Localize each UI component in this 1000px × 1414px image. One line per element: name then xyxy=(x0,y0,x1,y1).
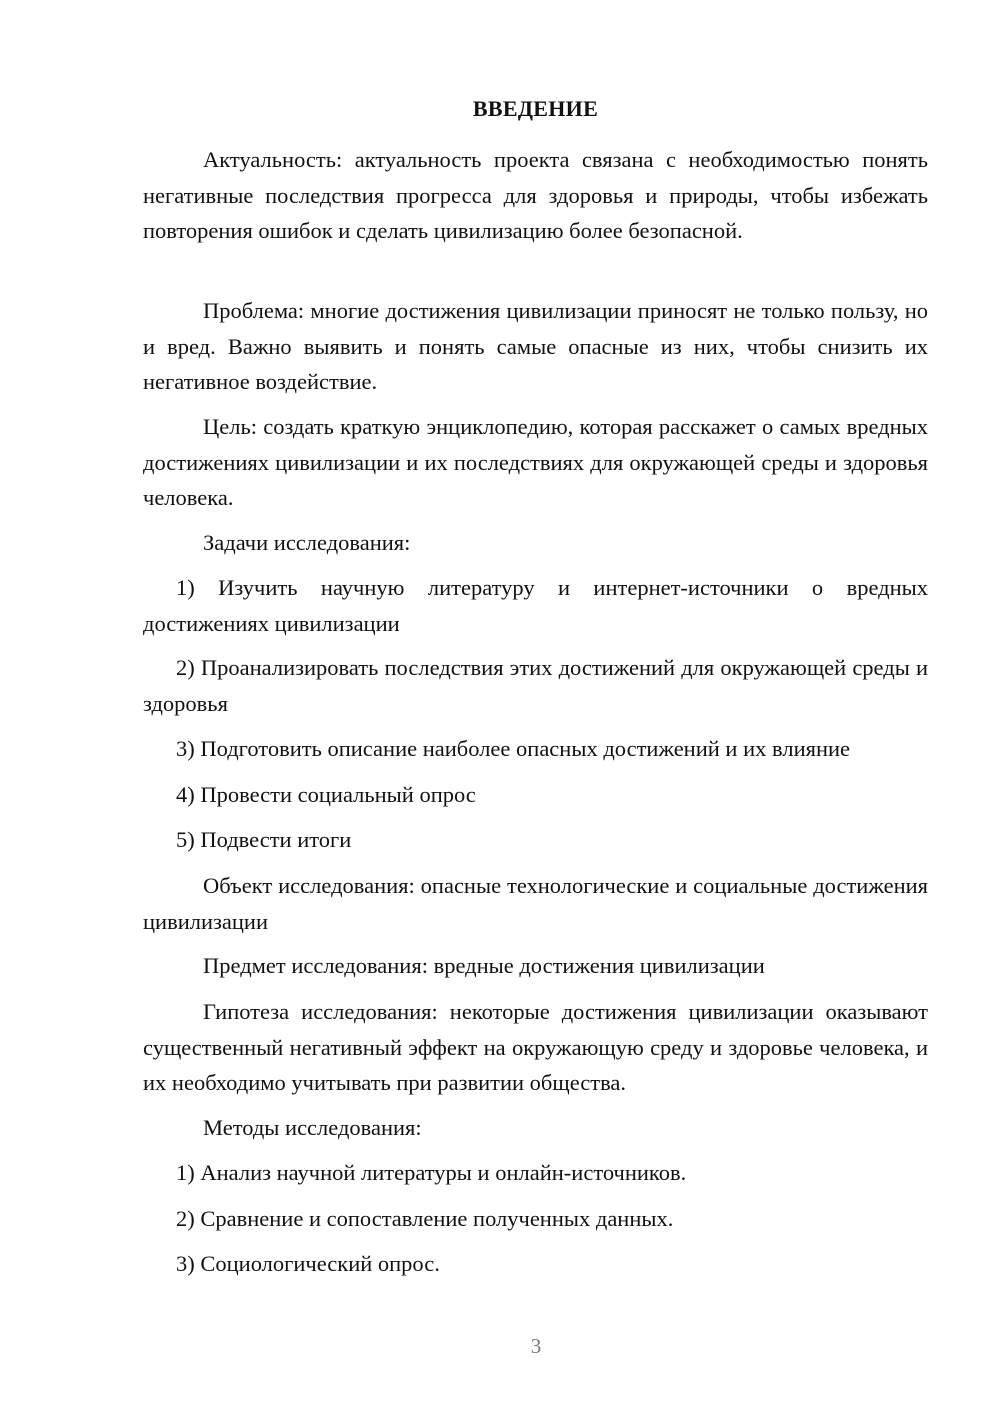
tasks-heading: Задачи исследования: xyxy=(203,530,411,555)
task-item-1: 1) Изучить научную литературу и интернет-источники о вредных достижениях цивилизации xyxy=(143,575,928,636)
method-item-1: 1) Анализ научной литературы и онлайн-источников. xyxy=(176,1160,687,1185)
goal-paragraph: Цель: создать краткую энциклопедию, которая расскажет о самых вредных достижениях цивилизации и их последствиях для окружающей среды и здоровья человека. xyxy=(143,414,928,510)
page-title: ВВЕДЕНИЕ xyxy=(472,96,599,121)
task-item-4: 4) Провести социальный опрос xyxy=(176,782,476,807)
method-item-3: 3) Социологический опрос. xyxy=(176,1251,440,1276)
problem-paragraph: Проблема: многие достижения цивилизации приносят не только пользу, но и вред. Важно выявить и понять самые опасные из них, чтобы снизить их негативное воздействие. xyxy=(143,298,928,394)
task-item-2: 2) Проанализировать последствия этих достижений для окружающей среды и здоровья xyxy=(143,655,928,716)
methods-heading: Методы исследования: xyxy=(203,1115,422,1140)
subject-paragraph: Предмет исследования: вредные достижения цивилизации xyxy=(203,953,765,978)
page-number: 3 xyxy=(530,1334,542,1358)
hypothesis-paragraph: Гипотеза исследования: некоторые достижения цивилизации оказывают существенный негативный эффект на окружающую среду и здоровье человека, и их необходимо учитывать при развитии общества. xyxy=(143,999,928,1095)
task-item-3: 3) Подготовить описание наиболее опасных достижений и их влияние xyxy=(176,736,851,761)
method-item-2: 2) Сравнение и сопоставление полученных данных. xyxy=(176,1206,674,1231)
relevance-paragraph: Актуальность: актуальность проекта связана с необходимостью понять негативные последствия прогресса для здоровья и природы, чтобы избежать повторения ошибок и сделать цивилизацию более безопасной. xyxy=(143,147,928,243)
task-item-5: 5) Подвести итоги xyxy=(176,827,352,852)
object-paragraph: Объект исследования: опасные технологические и социальные достижения цивилизации xyxy=(143,873,928,934)
